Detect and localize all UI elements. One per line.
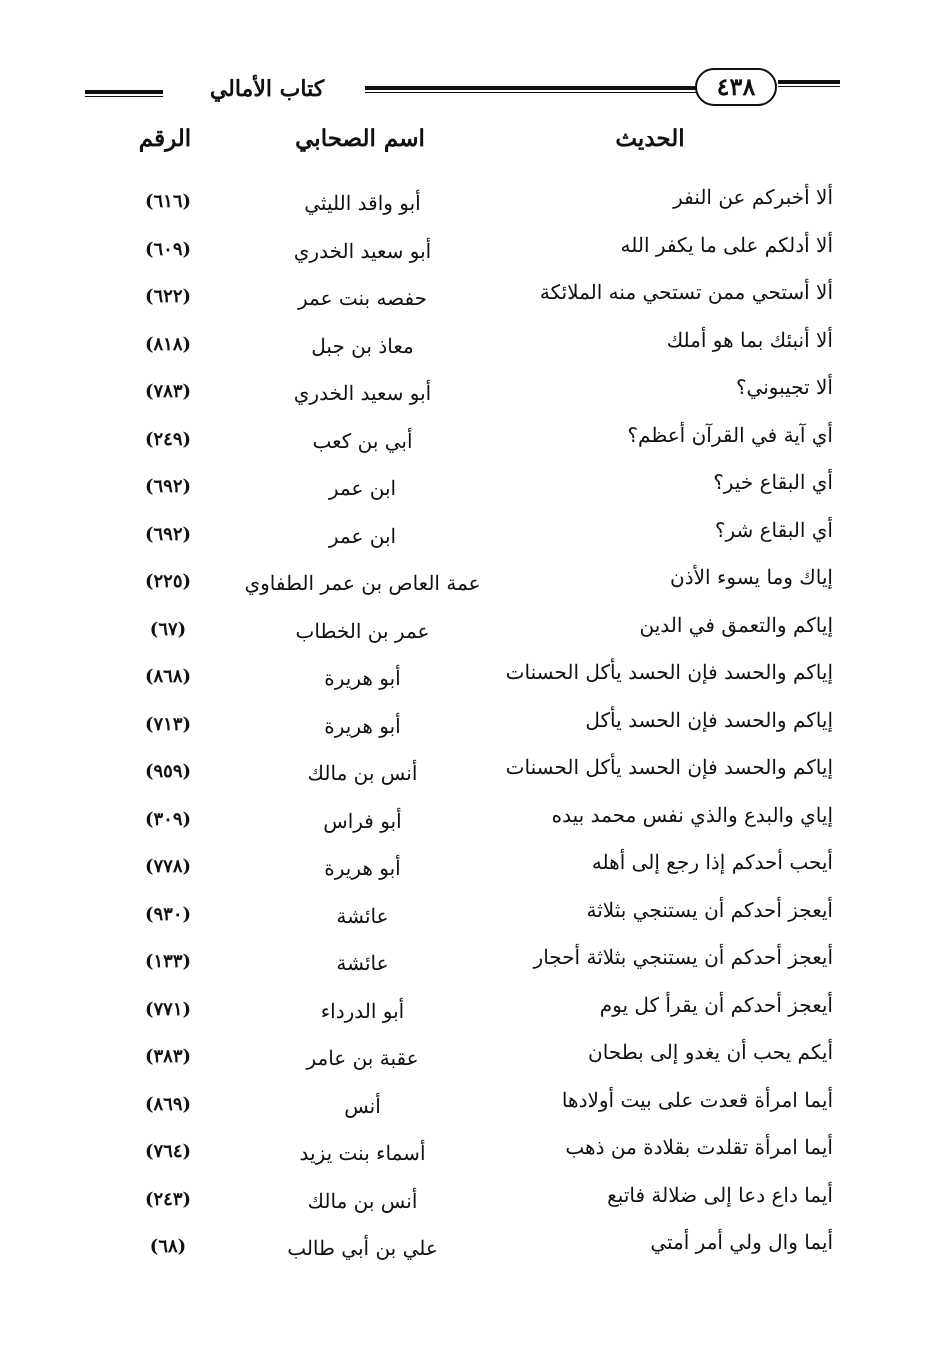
sahabi-name: أبي بن كعب bbox=[312, 428, 413, 453]
hadith-number: (٦١٦) bbox=[144, 191, 192, 212]
hadith-text: أيعجز أحدكم أن يقرأ كل يوم bbox=[599, 992, 833, 1017]
hadith-number: (٧٦٤) bbox=[144, 1141, 192, 1162]
table-row bbox=[0, 1230, 931, 1278]
book-title: كتاب الأمالي bbox=[209, 76, 325, 102]
hadith-number: (٧٧١) bbox=[144, 998, 192, 1020]
hadith-number: (٦٧) bbox=[149, 618, 187, 640]
sahabi-name: أبو هريرة bbox=[324, 666, 401, 690]
sahabi-name: عائشة bbox=[336, 903, 389, 928]
table-row bbox=[0, 518, 931, 566]
sahabi-name: أبو سعيد الخدري bbox=[293, 238, 432, 263]
hadith-text: إياكم والحسد فإن الحسد يأكل الحسنات bbox=[505, 755, 833, 779]
hadith-text: ألا أنبئك بما هو أملك bbox=[666, 327, 833, 352]
hadith-number: (٦٩٢) bbox=[144, 476, 192, 497]
page-number: ٤٣٨ bbox=[695, 68, 777, 106]
hadith-text: أيما امرأة تقلدت بقلادة من ذهب bbox=[565, 1135, 833, 1159]
hadith-number: (٢٢٥) bbox=[144, 571, 192, 592]
table-row bbox=[0, 233, 931, 281]
header-rule-right bbox=[778, 80, 840, 87]
page-header bbox=[80, 60, 840, 110]
table-row bbox=[0, 613, 931, 661]
hadith-number: (٢٤٩) bbox=[144, 428, 192, 450]
hadith-number: (٧١٣) bbox=[144, 713, 192, 735]
sahabi-name: ابن عمر bbox=[328, 523, 397, 548]
hadith-text: أيما امرأة قعدت على بيت أولادها bbox=[561, 1087, 833, 1112]
table-row bbox=[0, 898, 931, 946]
hadith-number: (٦٢٢) bbox=[144, 286, 192, 307]
sahabi-name: أبو فراس bbox=[323, 808, 402, 833]
hadith-text: أيما وال ولي أمر أمتي bbox=[650, 1230, 833, 1254]
hadith-text: أي آية في القرآن أعظم؟ bbox=[627, 422, 833, 447]
table-row bbox=[0, 328, 931, 376]
table-row bbox=[0, 423, 931, 471]
hadith-number: (٦٨) bbox=[149, 1236, 187, 1257]
hadith-number: (٦٩٢) bbox=[144, 523, 192, 545]
sahabi-name: عقبة بن عامر bbox=[306, 1046, 419, 1070]
table-row bbox=[0, 280, 931, 328]
sahabi-name: أنس bbox=[344, 1093, 381, 1118]
hadith-number: (٨٦٨) bbox=[144, 666, 192, 687]
hadith-number: (٩٣٠) bbox=[144, 903, 192, 925]
hadith-text: إياك وما يسوء الأذن bbox=[670, 565, 833, 589]
sahabi-name: علي بن أبي طالب bbox=[287, 1236, 438, 1260]
table-row bbox=[0, 803, 931, 851]
table-row bbox=[0, 1040, 931, 1088]
column-header-hadith: الحديث bbox=[615, 125, 685, 152]
table-row bbox=[0, 470, 931, 518]
table-row bbox=[0, 708, 931, 756]
sahabi-name: أبو سعيد الخدري bbox=[293, 381, 432, 405]
table-row bbox=[0, 185, 931, 233]
table-row bbox=[0, 1088, 931, 1136]
table-row bbox=[0, 945, 931, 993]
index-table bbox=[0, 185, 931, 1278]
sahabi-name: أبو واقد الليثي bbox=[304, 191, 421, 215]
hadith-text: ألا أدلكم على ما يكفر الله bbox=[620, 232, 833, 257]
hadith-text: أيعجز أحدكم أن يستنجي بثلاثة أحجار bbox=[533, 945, 833, 969]
sahabi-name: أبو هريرة bbox=[324, 856, 401, 880]
sahabi-name: أسماء بنت يزيد bbox=[299, 1141, 426, 1165]
hadith-number: (١٣٣) bbox=[144, 951, 192, 972]
header-rule-left bbox=[85, 90, 163, 97]
hadith-number: (٣٨٣) bbox=[144, 1046, 192, 1067]
hadith-text: أيما داع دعا إلى ضلالة فاتبع bbox=[607, 1182, 833, 1207]
table-row bbox=[0, 375, 931, 423]
hadith-number: (٦٠٩) bbox=[144, 238, 192, 260]
hadith-number: (٨٦٩) bbox=[144, 1093, 192, 1115]
table-row bbox=[0, 755, 931, 803]
table-row bbox=[0, 565, 931, 613]
sahabi-name: أبو الدرداء bbox=[320, 998, 405, 1023]
sahabi-name: أبو هريرة bbox=[324, 713, 401, 738]
hadith-number: (٣٠٩) bbox=[144, 808, 192, 830]
hadith-text: إياكم والحسد فإن الحسد يأكل bbox=[585, 707, 833, 732]
hadith-text: إياكم والحسد فإن الحسد يأكل الحسنات bbox=[505, 660, 833, 684]
table-row bbox=[0, 1135, 931, 1183]
sahabi-name: معاذ بن جبل bbox=[311, 333, 414, 358]
hadith-text: أيكم يحب أن يغدو إلى بطحان bbox=[588, 1040, 833, 1064]
header-rule-main bbox=[365, 86, 745, 93]
hadith-number: (٩٥٩) bbox=[144, 761, 192, 782]
sahabi-name: أنس بن مالك bbox=[307, 761, 418, 785]
sahabi-name: عائشة bbox=[336, 951, 389, 975]
hadith-text: ألا أستحي ممن تستحي منه الملائكة bbox=[539, 280, 833, 304]
hadith-text: أي البقاع شر؟ bbox=[714, 517, 833, 542]
table-row bbox=[0, 850, 931, 898]
hadith-text: إياكم والتعمق في الدين bbox=[639, 612, 833, 637]
sahabi-name: أنس بن مالك bbox=[307, 1188, 418, 1213]
sahabi-name: عمة العاص بن عمر الطفاوي bbox=[244, 571, 481, 595]
hadith-text: أيحب أحدكم إذا رجع إلى أهله bbox=[591, 850, 833, 874]
sahabi-name: ابن عمر bbox=[328, 476, 397, 500]
hadith-text: ألا تجيبوني؟ bbox=[735, 375, 833, 399]
hadith-text: أي البقاع خير؟ bbox=[713, 470, 833, 494]
sahabi-name: حفصه بنت عمر bbox=[297, 286, 428, 310]
column-header-number: الرقم bbox=[138, 125, 192, 152]
hadith-number: (٧٧٨) bbox=[144, 856, 192, 877]
hadith-text: أيعجز أحدكم أن يستنجي بثلاثة bbox=[586, 897, 833, 922]
table-row bbox=[0, 993, 931, 1041]
table-row bbox=[0, 660, 931, 708]
column-header-sahabi: اسم الصحابي bbox=[295, 125, 425, 152]
hadith-number: (٧٨٣) bbox=[144, 381, 192, 402]
hadith-text: إياي والبدع والذي نفس محمد بيده bbox=[551, 802, 833, 827]
hadith-text: ألا أخبركم عن النفر bbox=[673, 185, 833, 209]
sahabi-name: عمر بن الخطاب bbox=[295, 618, 430, 643]
hadith-number: (٨١٨) bbox=[144, 333, 192, 355]
hadith-number: (٢٤٣) bbox=[144, 1188, 192, 1210]
table-row bbox=[0, 1183, 931, 1231]
